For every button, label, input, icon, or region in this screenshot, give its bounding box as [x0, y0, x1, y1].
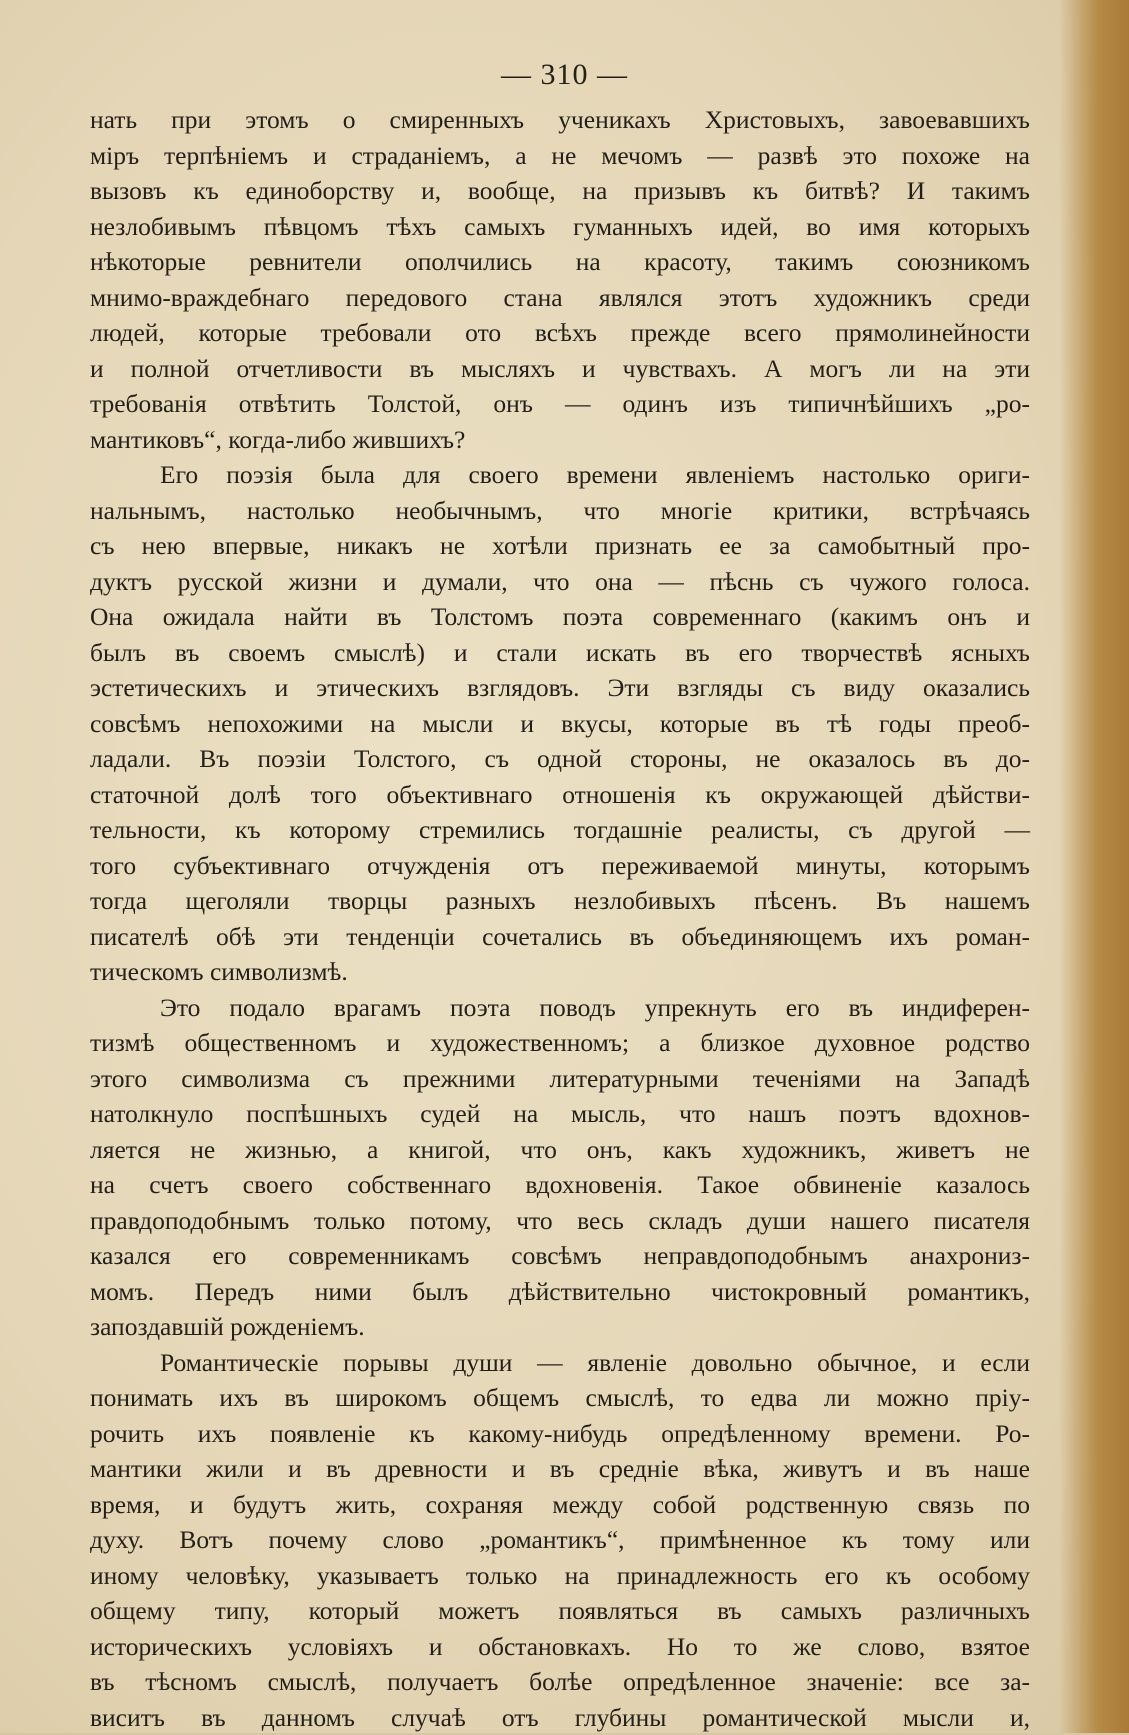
paragraph-2 — [90, 457, 1030, 990]
text-line: рочить ихъ появленіе къ какому-нибудь опредѣленному времени. Ро- — [90, 1416, 1030, 1452]
text-line: мантики жили и въ древности и въ средніе вѣка, живутъ и въ наше — [90, 1451, 1030, 1487]
text-line: съ нею впервые, никакъ не хотѣли признать ее за самобытный про- — [90, 528, 1030, 564]
text-line: ляется не жизнью, а книгой, что онъ, какъ художникъ, живетъ не — [90, 1132, 1030, 1168]
text-line: людей, которые требовали ото всѣхъ прежде всего прямолинейности — [90, 315, 1030, 351]
text-line: виситъ въ данномъ случаѣ отъ глубины романтической мысли и, — [90, 1700, 1030, 1735]
text-line: духу. Вотъ почему слово „романтикъ“, примѣненное къ тому или — [90, 1522, 1030, 1558]
text-line: тельности, къ которому стремились тогдашніе реалисты, съ другой — — [90, 812, 1030, 848]
text-line: писателѣ обѣ эти тенденціи сочетались въ объединяющемъ ихъ роман- — [90, 919, 1030, 955]
text-line: на счетъ своего собственнаго вдохновенія. Такое обвиненіе казалось — [90, 1167, 1030, 1203]
text-line: запоздавшій рожденіемъ. — [90, 1309, 1030, 1345]
text-line: момъ. Передъ ними былъ дѣйствительно чистокровный романтикъ, — [90, 1274, 1030, 1310]
text-line: Это подало врагамъ поэта поводъ упрекнуть его въ индиферен- — [90, 990, 1030, 1026]
paragraph-3 — [90, 990, 1030, 1345]
paragraph-4 — [90, 1345, 1030, 1735]
text-line: совсѣмъ непохожими на мысли и вкусы, которые въ тѣ годы преоб- — [90, 706, 1030, 742]
text-line: тизмѣ общественномъ и художественномъ; а близкое духовное родство — [90, 1025, 1030, 1061]
text-line: ладали. Въ поэзіи Толстого, съ одной стороны, не оказалось въ до- — [90, 741, 1030, 777]
text-line: натолкнуло поспѣшныхъ судей на мысль, что нашъ поэтъ вдохнов- — [90, 1096, 1030, 1132]
text-line: правдоподобнымъ только потому, что весь складъ души нашего писателя — [90, 1203, 1030, 1239]
text-line: эстетическихъ и этическихъ взглядовъ. Эти взгляды съ виду оказались — [90, 670, 1030, 706]
text-line: міръ терпѣніемъ и страданіемъ, а не мечомъ — развѣ это похоже на — [90, 138, 1030, 174]
text-line: Романтическіе порывы души — явленіе довольно обычное, и если — [90, 1345, 1030, 1381]
page-edge-shadow — [1059, 0, 1129, 1733]
text-line: тическомъ символизмѣ. — [90, 954, 1030, 990]
text-line: казался его современникамъ совсѣмъ неправдоподобнымъ анахрониз- — [90, 1238, 1030, 1274]
text-line: этого символизма съ прежними литературными теченіями на Западѣ — [90, 1061, 1030, 1097]
text-line: вызовъ къ единоборству и, вообще, на призывъ къ битвѣ? И такимъ — [90, 173, 1030, 209]
text-line: въ тѣсномъ смыслѣ, получаетъ болѣе опредѣленное значеніе: все за- — [90, 1664, 1030, 1700]
text-line: нальнымъ, настолько необычнымъ, что многіе критики, встрѣчаясь — [90, 493, 1030, 529]
text-line: дуктъ русской жизни и думали, что она — пѣснь съ чужого голоса. — [90, 564, 1030, 600]
text-line: незлобивымъ пѣвцомъ тѣхъ самыхъ гуманныхъ идей, во имя которыхъ — [90, 209, 1030, 245]
text-line: нѣкоторые ревнители ополчились на красоту, такимъ союзникомъ — [90, 244, 1030, 280]
text-line: статочной долѣ того объективнаго отношенія къ окружающей дѣйстви- — [90, 777, 1030, 813]
text-line: Его поэзія была для своего времени явленіемъ настолько ориги- — [90, 457, 1030, 493]
body-text — [90, 102, 1030, 1735]
text-line: историческихъ условіяхъ и обстановкахъ. Но то же слово, взятое — [90, 1629, 1030, 1665]
page-number: — 310 — — [0, 58, 1129, 92]
text-line: былъ въ своемъ смыслѣ) и стали искать въ его творчествѣ ясныхъ — [90, 635, 1030, 671]
text-line: Она ожидала найти въ Толстомъ поэта современнаго (какимъ онъ и — [90, 599, 1030, 635]
text-line: иному человѣку, указываетъ только на принадлежность его къ особому — [90, 1558, 1030, 1594]
text-line: общему типу, который можетъ появляться въ самыхъ различныхъ — [90, 1593, 1030, 1629]
text-line: того субъективнаго отчужденія отъ переживаемой минуты, которымъ — [90, 848, 1030, 884]
paragraph-1 — [90, 102, 1030, 457]
text-line: нать при этомъ о смиренныхъ ученикахъ Христовыхъ, завоевавшихъ — [90, 102, 1030, 138]
text-line: понимать ихъ въ широкомъ общемъ смыслѣ, то едва ли можно пріу- — [90, 1380, 1030, 1416]
text-line: и полной отчетливости въ мысляхъ и чувствахъ. А могъ ли на эти — [90, 351, 1030, 387]
text-line: время, и будутъ жить, сохраняя между собой родственную связь по — [90, 1487, 1030, 1523]
text-line: требованія отвѣтить Толстой, онъ — одинъ изъ типичнѣйшихъ „ро- — [90, 386, 1030, 422]
text-line: мнимо-враждебнаго передового стана являлся этотъ художникъ среди — [90, 280, 1030, 316]
text-line: мантиковъ“, когда-либо жившихъ? — [90, 422, 1030, 458]
text-line: тогда щеголяли творцы разныхъ незлобивыхъ пѣсенъ. Въ нашемъ — [90, 883, 1030, 919]
